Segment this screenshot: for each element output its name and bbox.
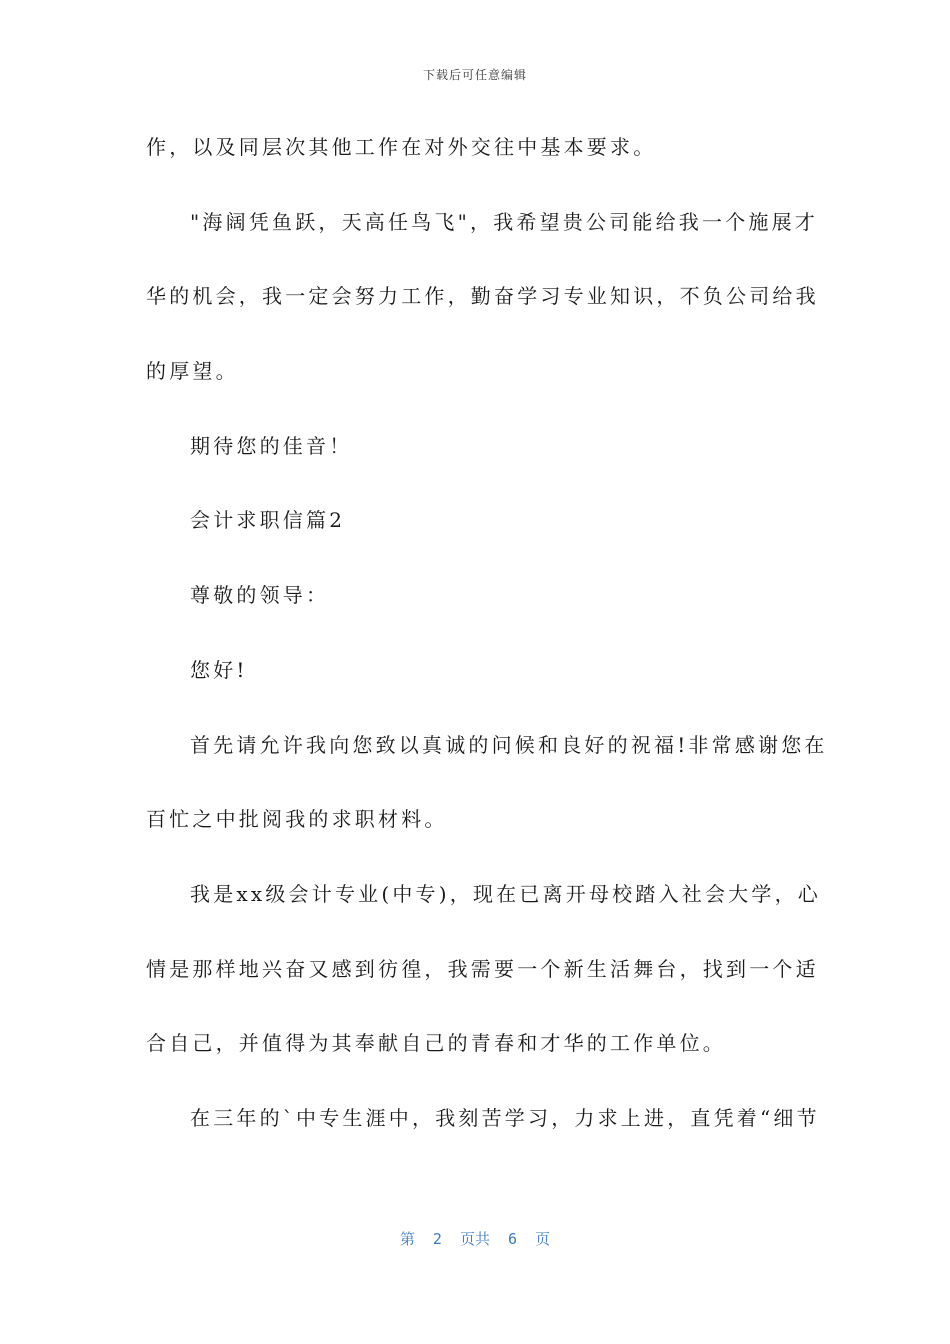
text-line: 合自己，并值得为其奉献自己的青春和才华的工作单位。 xyxy=(146,1031,726,1056)
section-title: 会计求职信篇2 xyxy=(190,508,346,533)
text-line: 的厚望。 xyxy=(146,359,239,384)
page-header: 下载后可任意编辑 xyxy=(422,68,527,82)
text-line: 期待您的佳音！ xyxy=(190,433,353,458)
text-line: 我是xx级会计专业(中专)，现在已离开母校踏入社会大学，心 xyxy=(190,881,821,906)
text-line: "海阔凭鱼跃，天高任鸟飞"，我希望贵公司能给我一个施展才 xyxy=(190,209,818,234)
text-line: 情是那样地兴奋又感到彷徨，我需要一个新生活舞台，找到一个适 xyxy=(146,956,819,981)
greeting: 您好! xyxy=(190,657,248,682)
text-line: 作，以及同层次其他工作在对外交往中基本要求。 xyxy=(146,135,657,159)
text-line: 首先请允许我向您致以真诚的问候和良好的祝福!非常感谢您在 xyxy=(190,732,828,757)
text-line: 在三年的`中专生涯中，我刻苦学习，力求上进，直凭着“细节 xyxy=(190,1105,820,1130)
document-body xyxy=(146,130,828,1176)
salutation: 尊敬的领导： xyxy=(190,583,330,608)
page-number-footer: 第 2 页共 6 页 xyxy=(399,1230,551,1248)
text-line: 百忙之中批阅我的求职材料。 xyxy=(146,807,448,832)
text-line: 华的机会，我一定会努力工作，勤奋学习专业知识，不负公司给我 xyxy=(146,284,819,309)
